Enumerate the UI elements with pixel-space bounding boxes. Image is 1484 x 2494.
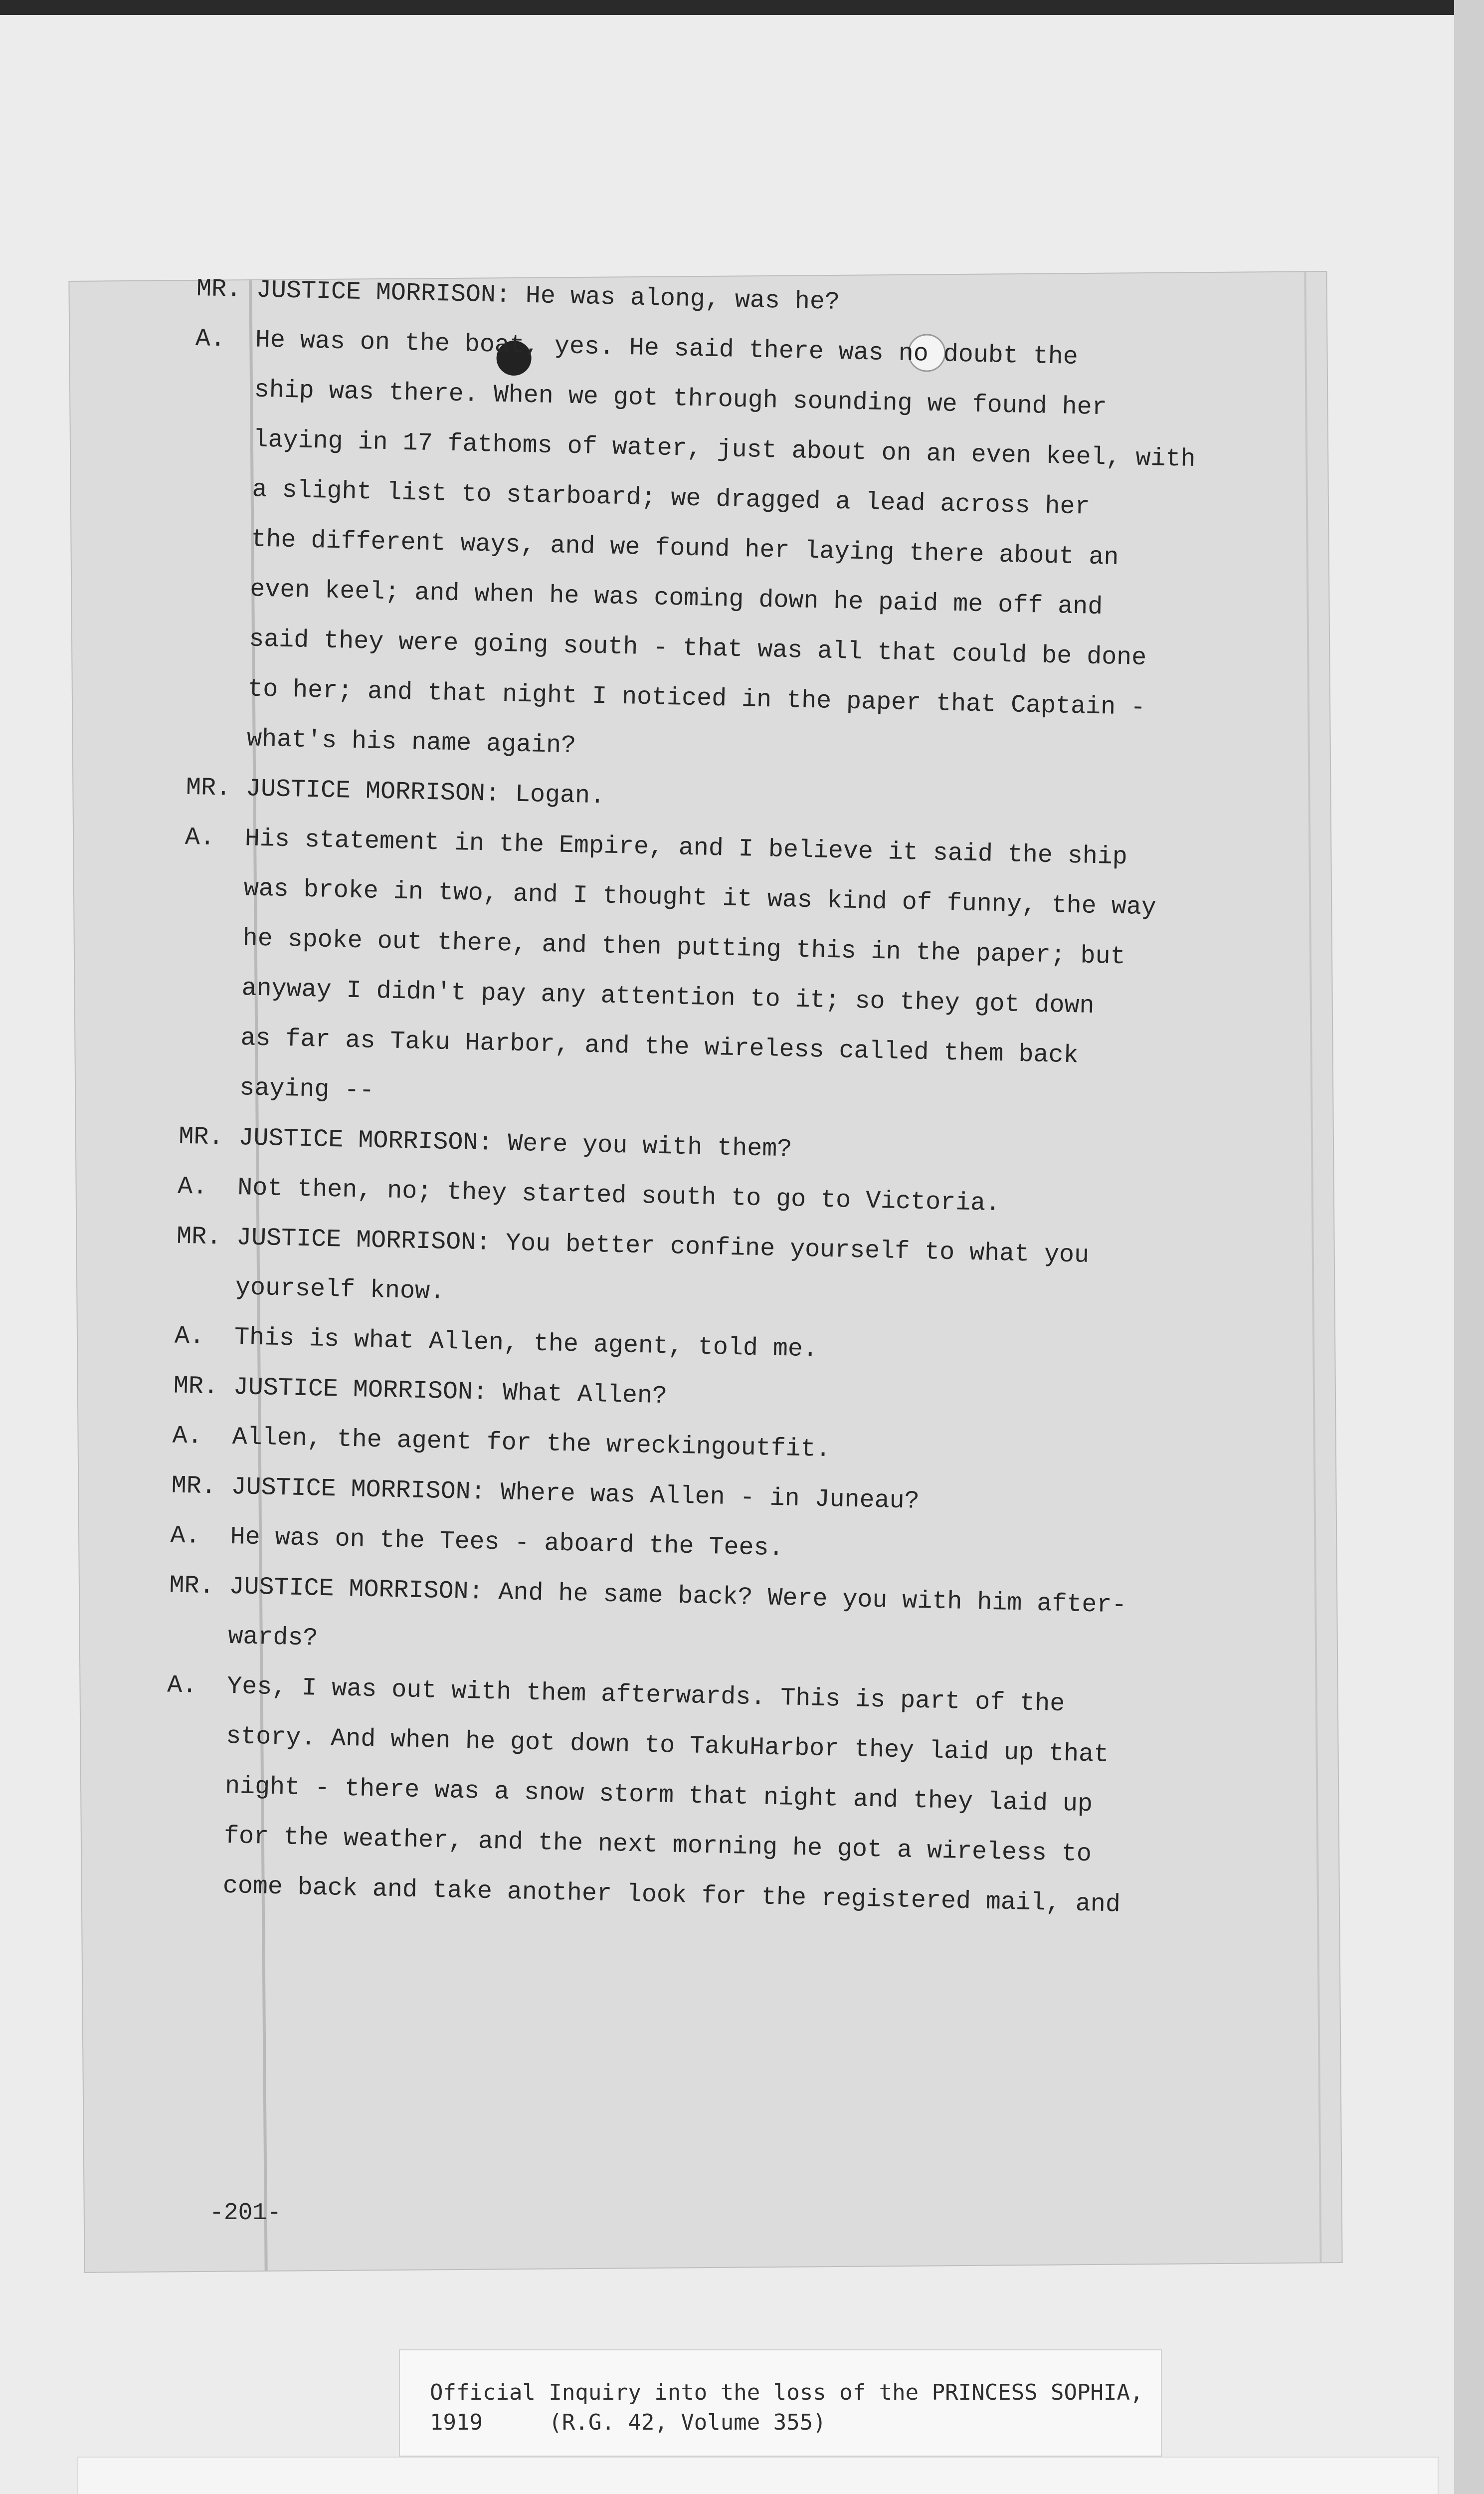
caption-reference: 1919 (R.G. 42, Volume 355) [430, 2410, 826, 2435]
transcript-line: saying -- [179, 1072, 375, 1105]
transcript-line: MR. JUSTICE MORRISON: Where was Allen - in Juneau? [171, 1471, 920, 1516]
transcript-line: anyway I didn't pay any attention to it; so they got down [182, 973, 1095, 1021]
transcript-line: A. Allen, the agent for the wreckingoutfit. [172, 1422, 831, 1464]
page-number: -201- [209, 2200, 282, 2227]
transcript-line: A. He was on the Tees - aboard the Tees. [170, 1521, 784, 1563]
archive-caption-label [399, 2349, 1162, 2457]
testimony-transcript [163, 264, 1244, 1932]
transcript-line: wards? [168, 1621, 319, 1653]
transcript-line: MR. JUSTICE MORRISON: You better confine yourself to what you [176, 1222, 1090, 1270]
transcript-line: even keel; and when he was coming down he paid me off and [189, 574, 1103, 622]
transcript-line: A. Yes, I was out with them afterwards. This is part of the [167, 1671, 1065, 1719]
transcript-line: a slight list to starboard; we dragged a lead across her [191, 474, 1091, 522]
transcript-line: come back and take another look for the registered mail, and [163, 1870, 1121, 1919]
public-archives-card [77, 2457, 1439, 2494]
transcript-line: the different ways, and we found her laying there about an [190, 524, 1119, 572]
transcript-line: as far as Taku Harbor, and the wireless called them back [180, 1023, 1079, 1070]
transcript-line: yourself know. [175, 1272, 445, 1306]
transcript-line: said they were going south - that was all that could be done [188, 624, 1147, 673]
transcript-line: ship was there. When we got through sounding we found her [194, 374, 1108, 422]
transcript-line: story. And when he got down to TakuHarbor they laid up that [166, 1721, 1109, 1769]
top-edge-bar [0, 0, 1484, 15]
transcript-line: to her; and that night I noticed in the paper that Captain - [187, 673, 1146, 723]
caption-title: Official Inquiry into the loss of the PRINCESS SOPHIA, [430, 2380, 1143, 2405]
transcript-line: A. Not then, no; they started south to go to Victoria. [177, 1172, 1001, 1219]
transcript-line: what's his name again? [186, 723, 576, 761]
transcript-line: MR. JUSTICE MORRISON: Logan. [186, 773, 605, 811]
transcript-line: MR. JUSTICE MORRISON: What Allen? [173, 1372, 668, 1411]
transcript-line: was broke in two, and I thought it was kind of funny, the way [184, 873, 1157, 922]
transcript-line: he spoke out there, and then putting this in the paper; but [183, 923, 1126, 972]
right-edge-strip [1454, 0, 1484, 2494]
transcript-line: A. He was on the boat, yes. He said there was no doubt the [195, 324, 1079, 372]
transcript-line: for the weather, and the next morning he got a wireless to [164, 1821, 1092, 1869]
page-right-rule [1304, 272, 1321, 2262]
transcript-line: MR. JUSTICE MORRISON: He was along, was he? [196, 274, 840, 317]
transcript-line: laying in 17 fathoms of water, just about on an even keel, with [193, 424, 1196, 474]
transcript-line: A. This is what Allen, the agent, told me. [174, 1322, 818, 1364]
transcript-line: A. His statement in the Empire, and I believe it said the ship [185, 823, 1128, 872]
transcript-line: MR. JUSTICE MORRISON: And he same back? Were you with him after- [169, 1571, 1127, 1620]
transcript-line: MR. JUSTICE MORRISON: Were you with them? [178, 1122, 792, 1164]
transcript-line: night - there was a snow storm that night and they laid up [165, 1771, 1093, 1819]
